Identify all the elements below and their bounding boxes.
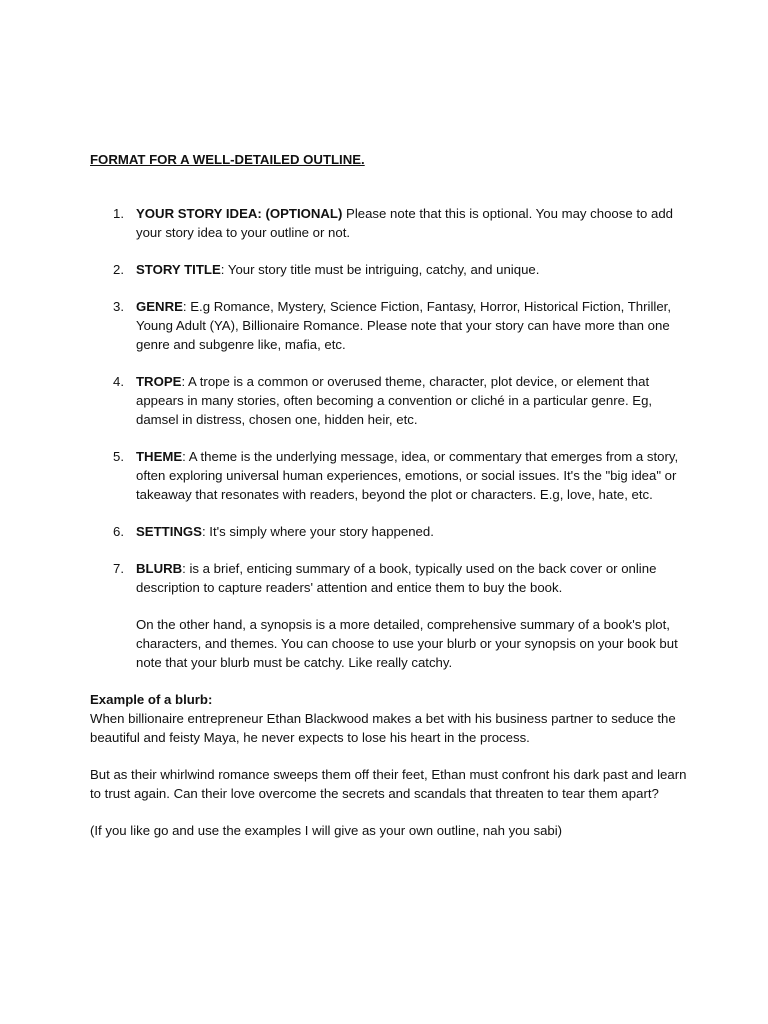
outline-item-genre (90, 297, 690, 354)
item-text: : A trope is a common or overused theme, character, plot device, or element that appears in many stories, often becoming a convention or cliché in a particular genre. Eg, damsel in distress, chosen one, hidden heir, etc. (136, 374, 653, 427)
document-title: FORMAT FOR A WELL-DETAILED OUTLINE. (90, 152, 365, 167)
synopsis-paragraph: On the other hand, a synopsis is a more detailed, comprehensive summary of a book's plot, characters, and themes. You can choose to use your blurb or your synopsis on your book but note that your blurb must be catchy. Like really catchy. (136, 617, 678, 670)
outline-item-settings (90, 522, 690, 541)
closing-note: (If you like go and use the examples I will give as your own outline, nah you sabi) (90, 823, 563, 838)
item-term: BLURB (136, 561, 183, 576)
outline-item-story-title (90, 260, 690, 279)
item-text: Please note that this is optional. You may choose to add your story idea to your outline or not. (136, 206, 674, 240)
item-number: 7. (113, 561, 124, 576)
item-number: 1. (113, 206, 124, 221)
outline-item-blurb (90, 559, 690, 672)
item-term: STORY TITLE (136, 262, 221, 277)
outline-item-theme (90, 447, 690, 504)
item-term: SETTINGS (136, 524, 202, 539)
item-number: 4. (113, 374, 124, 389)
item-text: : A theme is the underlying message, idea, or commentary that emerges from a story, often exploring universal human experiences, emotions, or social issues. It's the "big idea" or takeaway that resonates with readers, beyond the plot or characters. E.g, love, hate, etc. (136, 449, 679, 502)
blurb-paragraph: When billionaire entrepreneur Ethan Blackwood makes a bet with his business partner to seduce the beautiful and feisty Maya, he never expects to lose his heart in the process. (90, 711, 676, 745)
item-number: 5. (113, 449, 124, 464)
item-text: : It's simply where your story happened. (201, 524, 434, 539)
outline-item-story-idea (90, 204, 690, 242)
item-number: 3. (113, 299, 124, 314)
item-text: : E.g Romance, Mystery, Science Fiction, Fantasy, Horror, Historical Fiction, Thriller, Young Adult (YA), Billionaire Romance. Please note that your story can have more than one genre and subgenre like, mafia, etc. (136, 299, 671, 352)
blurb-example-heading: Example of a blurb: (90, 692, 213, 707)
item-number: 6. (113, 524, 124, 539)
outline-item-trope (90, 372, 690, 429)
document-page (90, 150, 690, 858)
item-number: 2. (113, 262, 124, 277)
item-text: : Your story title must be intriguing, catchy, and unique. (220, 262, 540, 277)
item-term: THEME (136, 449, 183, 464)
item-term: YOUR STORY IDEA: (OPTIONAL) (136, 206, 343, 221)
blurb-paragraph: But as their whirlwind romance sweeps them off their feet, Ethan must confront his dark past and learn to trust again. Can their love overcome the secrets and scandals that threaten to tear them apart? (90, 767, 687, 801)
item-term: TROPE (136, 374, 182, 389)
outline-list (90, 204, 690, 672)
item-text: : is a brief, enticing summary of a book, typically used on the back cover or online description to capture readers' attention and entice them to buy the book. (136, 561, 657, 595)
item-term: GENRE (136, 299, 183, 314)
